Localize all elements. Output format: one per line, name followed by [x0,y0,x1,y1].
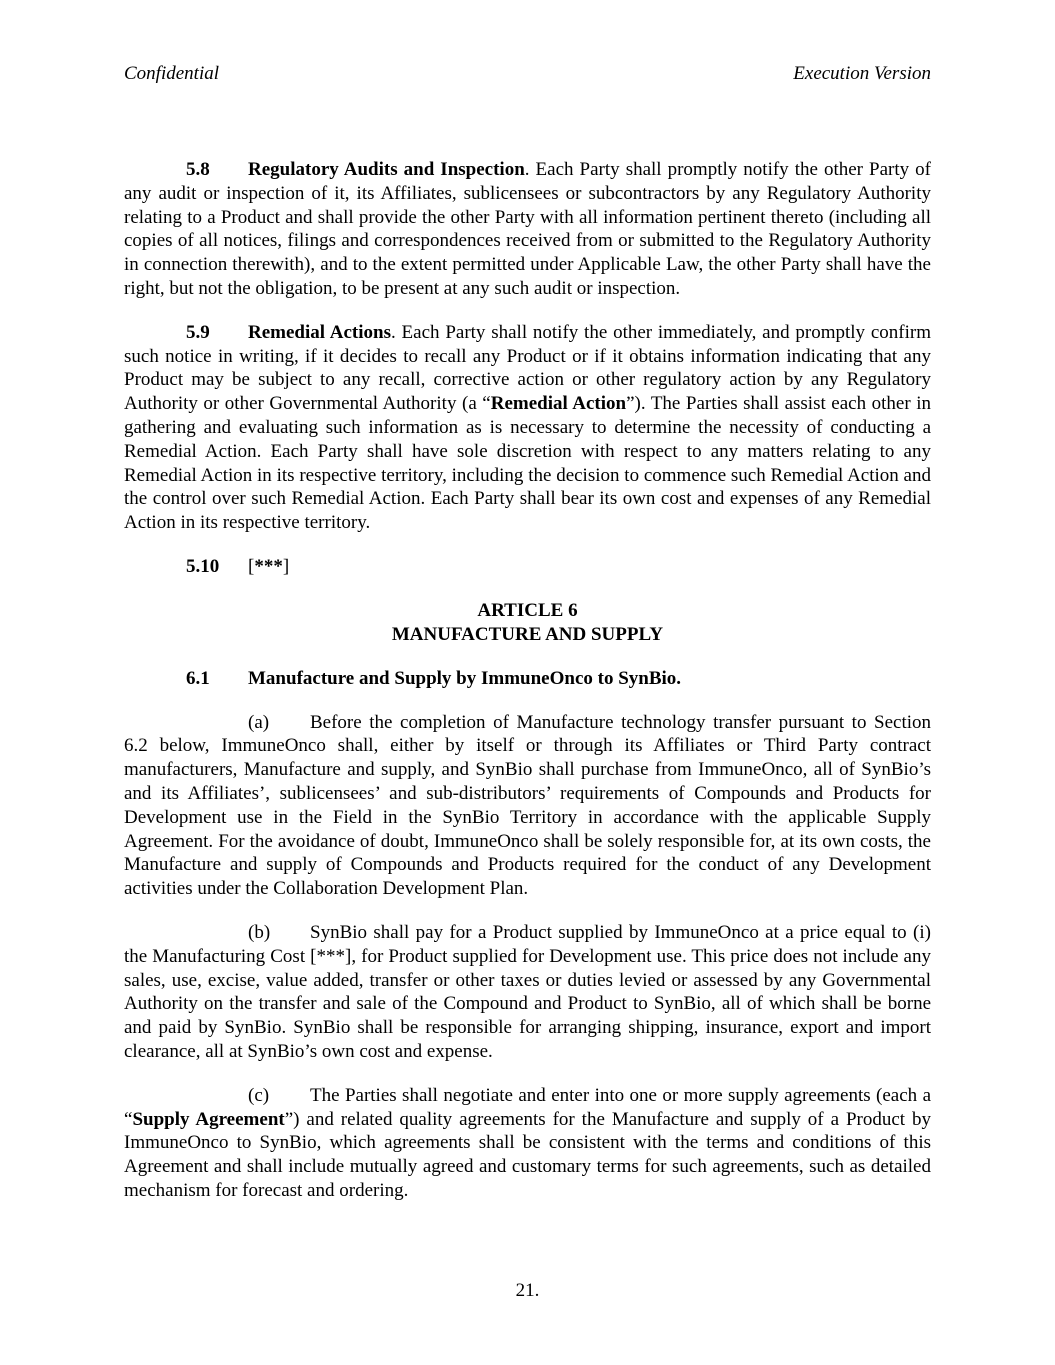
section-6-1 [124,667,931,691]
section-title: Remedial Actions [248,321,392,343]
subsection-label: (a) [248,711,270,733]
article-number: ARTICLE 6 [477,599,578,621]
subsection-b [124,921,931,1064]
section-text: . Each Party shall promptly notify the other Party of any audit or inspection of it, its Affiliates, sublicensees or subcontractors by any Regulatory Authority relating to a Product and shall provide the other Party with all information pertinent thereto (including all copies of all notices, filings and correspondences received from or submitted to the Regulatory Authority in connection therewith), and to the extent permitted under Applicable Law, the other Party shall have the right, but not the obligation, to be present at any such audit or inspection. [124,159,931,299]
subsection-text: SynBio shall pay for a Product supplied by ImmuneOnco at a price equal to (i) the Manufacturing Cost [***], for Product supplied for Development use. This price does not include any sales, use, excise, value added, transfer or other taxes or duties levied or assessed by any Governmental Authority on the transfer and sale of the Compound and Product to SynBio, all of which shall be borne and paid by SynBio. SynBio shall be responsible for arranging shipping, insurance, export and import clearance, all at SynBio’s own cost and expense. [124,921,931,1062]
article-heading [124,599,931,647]
section-title: Manufacture and Supply by ImmuneOnco to SynBio. [248,667,682,689]
section-5-8 [124,158,931,301]
document-body [124,158,931,1223]
article-title: MANUFACTURE AND SUPPLY [391,623,664,645]
subsection-c [124,1084,931,1203]
subsection-text-part-2: ”) and related quality agreements for the Manufacture and supply of a Product by ImmuneOnco to SynBio, which agreements shall be consistent with the terms and conditions of this Agreement and shall include mutually agreed and customary terms for such agreements, such as detailed mechanism for forecast and ordering. [124,1108,931,1201]
section-5-9 [124,321,931,535]
subsection-label: (b) [248,921,271,943]
defined-term: Remedial Action [490,393,627,415]
defined-term: Supply Agreement [132,1108,285,1130]
header-execution-version: Execution Version [793,63,931,84]
section-number: 5.8 [186,159,210,180]
section-text-part-1: . Each Party shall notify the other immediately, and promptly confirm such notice in writing, if it decides to recall any Product or if it obtains information indicating that any Product may be subject to any recall, corrective action or other regulatory action by any Regulatory Authority or other Governmental Authority (a “ [124,321,931,415]
close-bracket: ] [282,555,290,577]
section-number: 5.10 [186,555,220,577]
section-text-part-2: ”). The Parties shall assist each other in gathering and evaluating such information as is necessary to determine the necessity of conducting a Remedial Action. Each Party shall have sole discretion with respect to any matters relating to any Remedial Action in its respective territory, including the decision to commence such Remedial Action and the control over such Remedial Action. Each Party shall bear its own cost and expenses of any Remedial Action in its respective territory. [124,393,932,534]
section-title: Regulatory Audits and Inspection [248,159,525,180]
open-bracket: [ [248,555,255,577]
subsection-text: Before the completion of Manufacture technology transfer pursuant to Section 6.2 below, ImmuneOnco shall, either by itself or through its Affiliates or Third Party contract manufacturers, Manufacture and supply, and SynBio shall purchase from ImmuneOnco, all of SynBio’s and its Affiliates’, sublicensees’ and sub-distributors’ requirements of Compounds and Products for Development use in the Field in the SynBio Territory in accordance with the applicable Supply Agreement. For the avoidance of doubt, ImmuneOnco shall be solely responsible for, at its own costs, the Manufacture and supply of Compounds and Products required for the conduct of any Development activities under the Collaboration Development Plan. [124,711,931,900]
redacted-marker: *** [254,555,283,577]
header-confidential: Confidential [124,63,219,84]
subsection-text-part-1: The Parties shall negotiate and enter into one or more supply agreements (each a “ [124,1084,931,1130]
subsection-label: (c) [248,1084,270,1106]
section-number: 6.1 [186,667,210,689]
page-number: 21. [515,1280,540,1301]
section-number: 5.9 [186,321,210,343]
section-5-10 [124,555,931,579]
subsection-a [124,711,931,901]
